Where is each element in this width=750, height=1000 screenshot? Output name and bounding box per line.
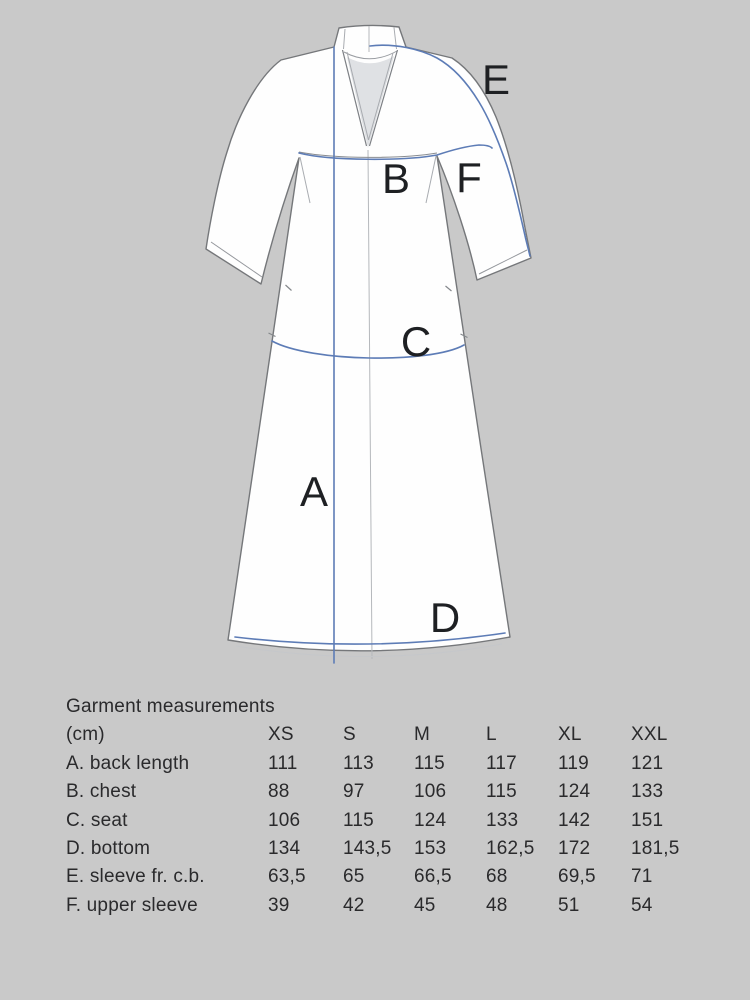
table-cell: 39 (268, 894, 290, 916)
table-cell: 134 (268, 837, 301, 859)
marker-E: E (481, 56, 511, 103)
table-cell: 124 (414, 809, 447, 831)
marker-D: D (429, 594, 461, 641)
table-row-chest (66, 778, 701, 806)
table-cell: 69,5 (558, 866, 596, 888)
table-cell: 119 (558, 752, 589, 774)
marker-F: F (456, 154, 482, 201)
unit-label: (cm) (66, 724, 105, 746)
table-title: Garment measurements (66, 696, 275, 717)
table-cell: 142 (558, 809, 591, 831)
table-cell: 172 (558, 837, 591, 859)
row-label: E. sleeve fr. c.b. (66, 866, 205, 888)
table-cell: 115 (414, 752, 445, 774)
marker-A: A (299, 468, 329, 515)
table-cell: 97 (343, 781, 365, 803)
size-header-m: M (414, 724, 431, 746)
table-row-upper-sleeve (66, 892, 701, 920)
table-cell: 48 (486, 894, 508, 916)
table-row-sleeve-from-cb (66, 863, 701, 891)
table-cell: 42 (343, 894, 365, 916)
row-label: F. upper sleeve (66, 894, 198, 916)
table-cell: 153 (414, 837, 447, 859)
table-cell: 115 (486, 781, 517, 803)
table-row-seat (66, 807, 701, 835)
row-label: C. seat (66, 809, 128, 831)
size-header-l: L (486, 724, 497, 746)
table-cell: 63,5 (268, 866, 306, 888)
table-cell: 88 (268, 781, 290, 803)
size-header-xl: XL (558, 724, 582, 746)
size-header-xs: XS (268, 724, 294, 746)
table-cell: 162,5 (486, 837, 535, 859)
table-row-back-length (66, 750, 701, 778)
table-cell: 66,5 (414, 866, 452, 888)
table-cell: 45 (414, 894, 436, 916)
table-cell: 181,5 (631, 837, 680, 859)
table-cell: 51 (558, 894, 580, 916)
size-header-xxl: XXL (631, 724, 668, 746)
table-cell: 143,5 (343, 837, 392, 859)
table-cell: 106 (268, 809, 301, 831)
table-cell: 54 (631, 894, 653, 916)
table-cell: 121 (631, 752, 664, 774)
row-label: B. chest (66, 781, 137, 803)
table-cell: 65 (343, 866, 365, 888)
size-header-s: S (343, 724, 356, 746)
table-cell: 124 (558, 781, 591, 803)
marker-C: C (400, 318, 432, 365)
table-cell: 117 (486, 752, 517, 774)
table-cell: 111 (268, 752, 298, 774)
table-cell: 151 (631, 809, 664, 831)
row-label: A. back length (66, 752, 190, 774)
table-cell: 115 (343, 809, 374, 831)
marker-B: B (381, 155, 411, 202)
measurement-table (66, 693, 701, 920)
table-cell: 68 (486, 866, 508, 888)
table-cell: 71 (631, 866, 653, 888)
table-cell: 113 (343, 752, 374, 774)
row-label: D. bottom (66, 837, 151, 859)
table-cell: 133 (631, 781, 664, 803)
table-header-row (66, 721, 701, 749)
table-row-bottom (66, 835, 701, 863)
table-cell: 106 (414, 781, 447, 803)
table-cell: 133 (486, 809, 519, 831)
